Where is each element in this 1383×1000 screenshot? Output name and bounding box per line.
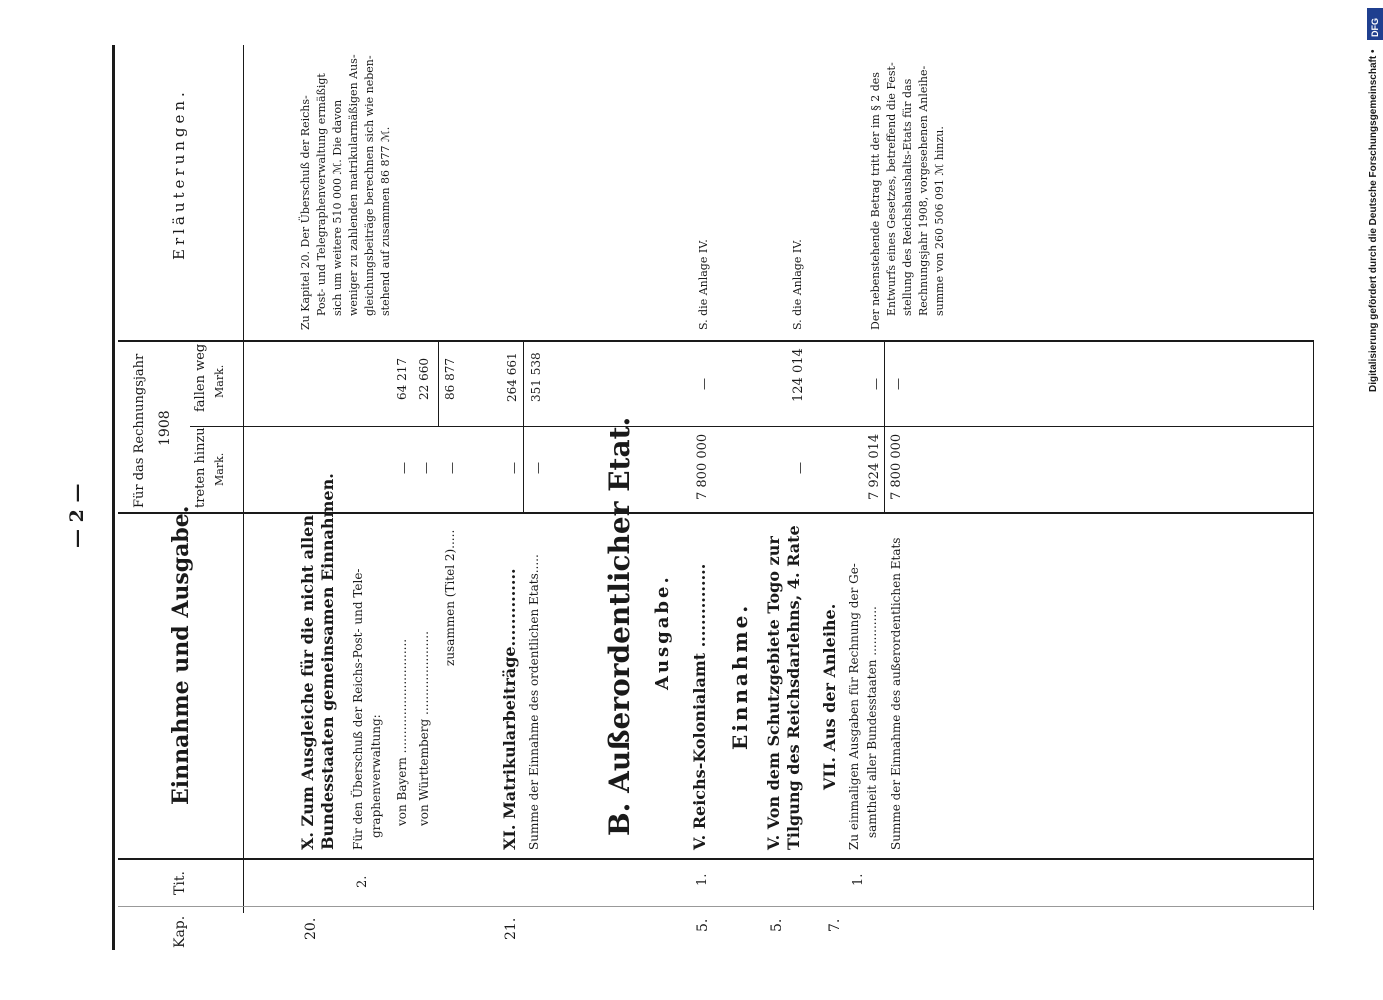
row-zusammen-add: — xyxy=(445,462,459,474)
summe-ordentlich: Summe der Einnahme des ordentlichen Etats..... xyxy=(527,554,541,850)
row-wuerttemberg-add: — xyxy=(419,462,433,474)
xi-title: XI. Matrikularbeiträge.............. xyxy=(500,568,519,850)
remark-20-line-5: gleichungsbeiträge berechnen sich wie neben- xyxy=(363,55,376,316)
bottom-rule xyxy=(1313,340,1314,910)
tit-2: 2. xyxy=(355,875,370,888)
remark-7-line-5: summe von 260 506 091 ℳ hinzu. xyxy=(933,126,946,316)
header-year-group: Für das Rechnungsjahr xyxy=(132,353,147,508)
vii-remove: — xyxy=(869,378,883,390)
remark-20-line-2: Post- und Telegraphenverwaltung ermäßigt xyxy=(315,73,328,316)
row-bayern: von Bayern .............................. xyxy=(395,638,409,826)
v-kolonialamt-remove: — xyxy=(697,378,711,390)
sum-line-vii xyxy=(884,342,885,512)
remark-20-line-4: weniger zu zahlenden matrikularmäßigen Aus- xyxy=(347,54,360,316)
header-year: 1908 xyxy=(157,410,173,446)
vii-desc-2: samtheit aller Bundesstaaten ............. xyxy=(865,606,879,838)
v-togo-add: — xyxy=(793,462,807,474)
row-zusammen: zusammen (Titel 2)..... xyxy=(443,529,457,666)
col-rule-tit-text xyxy=(118,512,1313,514)
header-title: Einnahme und Ausgabe. xyxy=(168,505,194,805)
remark-7-line-3: stellung des Reichshaushalts-Etats für das xyxy=(901,78,914,316)
einnahme-heading: Einnahme. xyxy=(728,602,752,750)
outer-left-rule xyxy=(112,45,115,950)
v-togo-1: V. Von dem Schutzgebiete Togo zur xyxy=(764,536,783,850)
vii-add: 7 924 014 xyxy=(867,433,882,500)
remark-7-line-1: Der nebenstehende Betrag tritt der im § 2 des xyxy=(869,72,882,330)
header-remarks: Erläuterungen. xyxy=(170,88,188,260)
b-title: B. Außerordentlicher Etat. xyxy=(603,416,636,836)
digitization-note: Digitalisierung gefördert durch die Deutsche Forschungsgemeinschaft • xyxy=(1368,49,1379,392)
row-zusammen-remove: 86 877 xyxy=(443,358,457,400)
header-col-add-unit: Mark. xyxy=(213,452,226,486)
anlage-iv-b: S. die Anlage IV. xyxy=(791,239,804,330)
header-tit: Tit. xyxy=(172,871,188,895)
kap-5-ausgabe: 5. xyxy=(695,918,711,932)
v-togo-2: Tilgung des Reichsdarlehns, 4. Rate xyxy=(784,525,803,850)
xi-add: — xyxy=(507,462,521,474)
summe-ordentlich-add: — xyxy=(531,462,545,474)
tit-1-anleihe: 1. xyxy=(851,873,866,886)
remark-20-line-3: sich um weitere 510 000 ℳ. Die davon xyxy=(331,99,344,316)
row-bayern-add: — xyxy=(397,462,411,474)
dfg-logo xyxy=(1367,8,1383,40)
header-col-add: treten hinzu xyxy=(193,427,208,508)
v-togo-remove: 124 014 xyxy=(791,348,806,402)
row-wuerttemberg-remove: 22 660 xyxy=(417,358,431,400)
tit-1-ausgabe: 1. xyxy=(695,873,710,886)
kap-5-einnahme: 5. xyxy=(769,918,785,932)
x-desc-1: Für den Überschuß der Reichs-Post- und Tele- xyxy=(351,568,365,850)
col-rule-add-remove xyxy=(190,426,1313,427)
header-col-remove: fallen weg xyxy=(193,343,208,412)
x-desc-2: graphenverwaltung: xyxy=(369,714,383,838)
col-rule-kap-tit xyxy=(118,858,1313,860)
sum-line-xi xyxy=(523,342,524,512)
xi-remove: 264 661 xyxy=(505,352,519,402)
anlage-iv-a: S. die Anlage IV. xyxy=(697,239,710,330)
col-rule-amounts-remarks xyxy=(118,340,1313,342)
ausgabe-heading: Ausgabe. xyxy=(652,574,673,690)
v-kolonialamt: V. Reichs-Kolonialamt ............... xyxy=(690,563,709,850)
page-number: — 2 — xyxy=(66,483,88,548)
dfg-logo-text: DFG xyxy=(1370,18,1380,37)
vii-desc-1: Zu einmaligen Ausgaben für Rechnung der Ge- xyxy=(847,563,861,850)
remark-20-line-1: Zu Kapitel 20. Der Überschuß der Reichs- xyxy=(299,95,312,330)
header-rule xyxy=(243,45,244,913)
kap-21: 21. xyxy=(503,917,519,940)
remark-7-line-4: Rechnungsjahr 1908, vorgesehenen Anleihe- xyxy=(917,65,930,316)
remark-7-line-2: Entwurfs eines Gesetzes, betreffend die Fest- xyxy=(885,62,898,316)
summe-ausserordentlich: Summe der Einnahme des außerordentlichen Etats xyxy=(889,537,903,850)
sum-line-zusammen xyxy=(438,342,439,426)
header-kap: Kap. xyxy=(172,915,188,948)
faint-bottom-rule xyxy=(118,906,1313,907)
x-title-2: Bundesstaaten gemeinsamen Einnahmen. xyxy=(318,473,337,850)
kap-7: 7. xyxy=(827,918,843,932)
row-wuerttemberg: von Württemberg ...................... xyxy=(417,631,431,826)
summe-ausserordentlich-add: 7 800 000 xyxy=(889,433,904,500)
row-bayern-remove: 64 217 xyxy=(395,358,409,400)
vii-title: VII. Aus der Anleihe. xyxy=(820,603,839,790)
v-kolonialamt-add: 7 800 000 xyxy=(695,433,710,500)
header-col-remove-unit: Mark. xyxy=(213,364,226,398)
kap-20: 20. xyxy=(303,917,319,940)
remark-20-line-6: stehend auf zusammen 86 877 ℳ. xyxy=(379,126,392,316)
summe-ausserordentlich-remove: — xyxy=(891,378,905,390)
x-title-1: X. Zum Ausgleiche für die nicht allen xyxy=(298,515,317,850)
summe-ordentlich-remove: 351 538 xyxy=(529,352,543,402)
